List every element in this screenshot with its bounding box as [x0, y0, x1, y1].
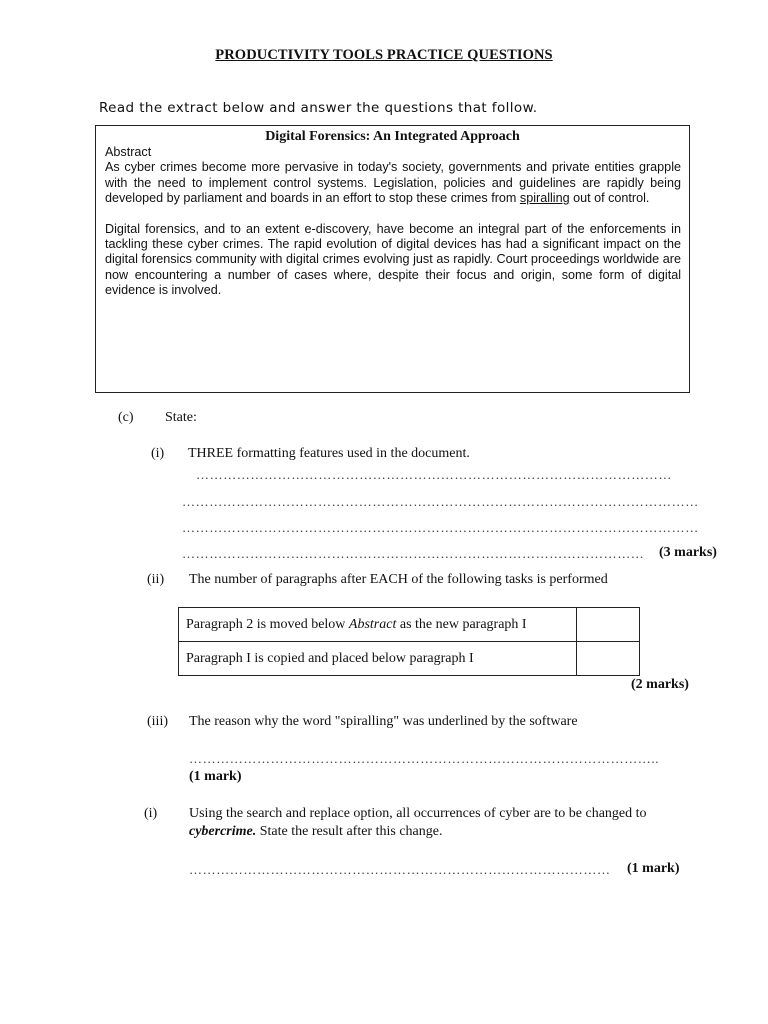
- question-3-text: The reason why the word "spiralling" was underlined by the software: [189, 714, 578, 729]
- abstract-heading: Abstract: [105, 145, 152, 159]
- extract-title: Digital Forensics: An Integrated Approach: [265, 129, 520, 144]
- question-2-text: The number of paragraphs after EACH of the following tasks is performed: [189, 572, 608, 587]
- table-row: [179, 608, 640, 642]
- tasks-table: [178, 607, 640, 676]
- extract-body: [105, 145, 681, 299]
- paragraph-1-end: out of control.: [569, 191, 650, 206]
- part-c-label: (c): [118, 410, 134, 425]
- extract-box: [95, 125, 690, 393]
- question-2-number: (ii): [147, 572, 165, 587]
- task-2-answer-cell[interactable]: [577, 642, 640, 676]
- answer-line-1: ……………………………………………………………………………………………: [196, 467, 672, 482]
- question-4-line-2-text: State the result after this change.: [256, 824, 443, 839]
- underlined-word-spiralling: spiralling: [519, 191, 570, 206]
- question-2-marks: (2 marks): [631, 677, 689, 692]
- page-title: PRODUCTIVITY TOOLS PRACTICE QUESTIONS: [215, 47, 553, 63]
- task-1-text: Paragraph 2 is moved below: [186, 616, 349, 632]
- task-1-answer-cell[interactable]: [577, 608, 640, 642]
- paragraph-1-text: As cyber crimes become more pervasive in today's society, governments and private entities grapple with the need to implement control systems. Legislation, policies and guidelines are rapidly being developed by parliament and boards in an effort to stop these crimes from: [105, 160, 681, 206]
- question-4-marks: (1 mark): [627, 861, 680, 876]
- question-3-marks: (1 mark): [189, 769, 242, 784]
- task-2-cell: Paragraph I is copied and placed below paragraph I: [179, 642, 577, 676]
- question-1-text: THREE formatting features used in the document.: [188, 446, 470, 461]
- answer-line-5: …………………………………………………………………………………………..: [189, 751, 660, 766]
- extract-paragraph-1: [105, 160, 681, 206]
- task-1-cell: [179, 608, 577, 642]
- extract-paragraph-2: Digital forensics, and to an extent e-discovery, have become an integral part of the enforcements in tackling these cyber crimes. The rapid evolution of digital devices has had a significant impact on the digital forensics community with digital crimes evolving just as rapidly. Court proceedings worldwide are now encountering a number of cases where, despite their focus and origin, some form of digital evidence is involved.: [105, 221, 681, 298]
- answer-line-6: …………………………………………………………………………………: [189, 862, 611, 877]
- question-3-number: (iii): [147, 714, 168, 729]
- answer-line-4: …………………………………………………………………………………………: [182, 546, 645, 561]
- question-4-number: (i): [144, 806, 158, 821]
- question-1-number: (i): [151, 446, 165, 461]
- question-4-line-1: Using the search and replace option, all occurrences of cyber are to be changed to: [189, 806, 647, 821]
- table-row: [179, 642, 640, 676]
- part-c-stem: State:: [165, 410, 197, 425]
- instruction-text: Read the extract below and answer the questions that follow.: [99, 100, 538, 116]
- answer-line-2: ……………………………………………………………………………………………………: [182, 494, 699, 509]
- bold-word-cybercrime: cybercrime.: [189, 824, 257, 839]
- task-1-text-end: as the new paragraph I: [396, 616, 527, 632]
- question-1-marks: (3 marks): [659, 545, 717, 560]
- task-1-italic-word: Abstract: [348, 616, 397, 632]
- answer-line-3: ……………………………………………………………………………………………………: [182, 520, 699, 535]
- question-4-line-2: [189, 824, 442, 840]
